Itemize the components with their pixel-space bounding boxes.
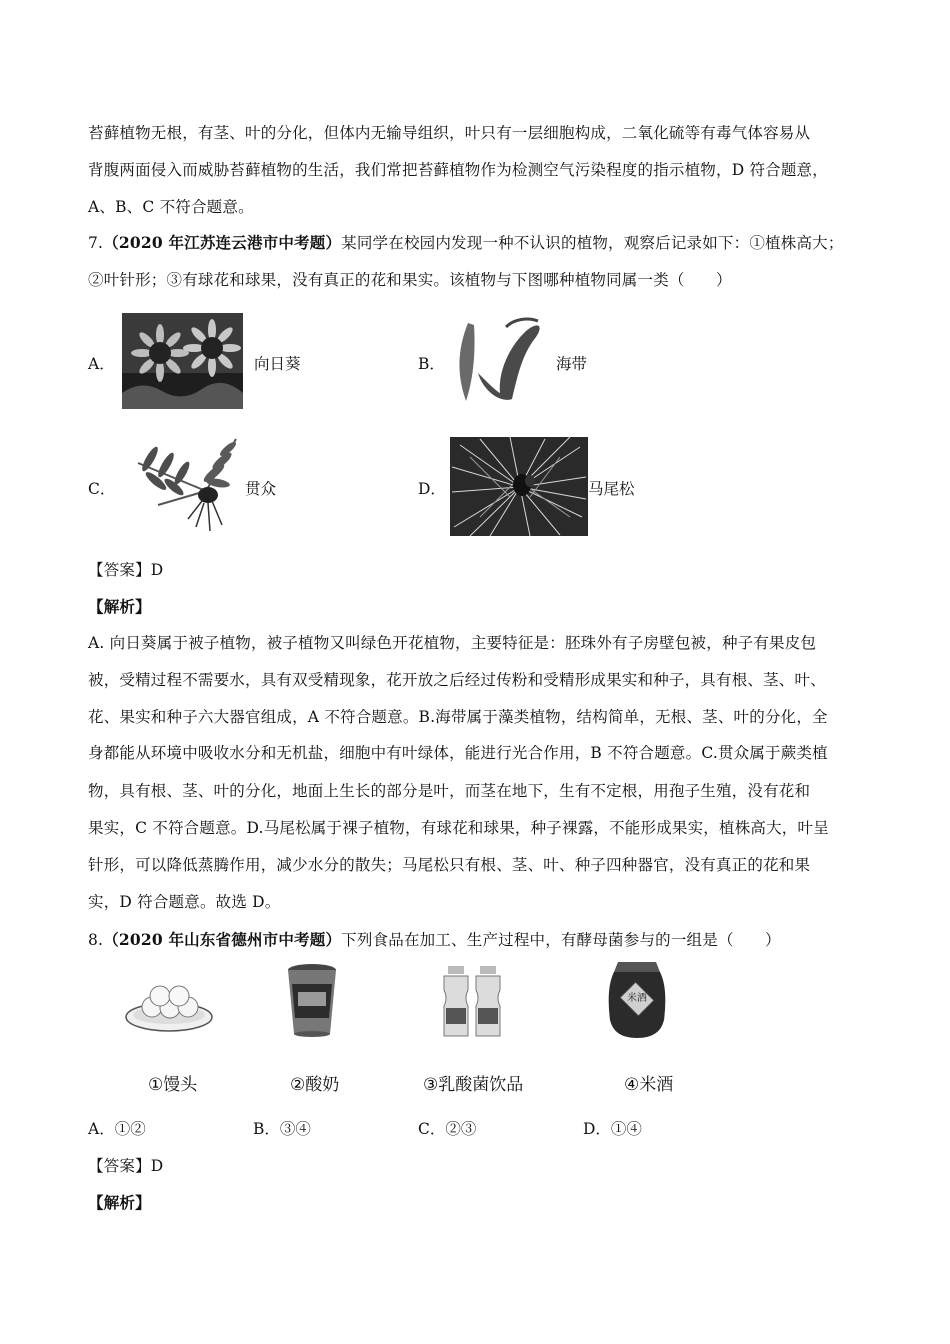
q7-answer: 【答案】D bbox=[88, 561, 164, 579]
q7-stem-line-2: ②叶针形；③有球花和球果，没有真正的花和果实。该植物与下图哪种植物同属一类（ ） bbox=[88, 271, 732, 289]
lactobacillus-drink-image bbox=[440, 964, 504, 1038]
yogurt-cup-image bbox=[282, 962, 342, 1038]
jar-label: 米酒 bbox=[627, 993, 647, 1004]
q8-number: 8. bbox=[88, 931, 104, 949]
q7-option-a-name: 向日葵 bbox=[254, 355, 301, 373]
sunflower-image bbox=[122, 313, 243, 409]
kelp-image bbox=[448, 313, 548, 409]
q7-analysis-line-4: 身都能从环境中吸收水分和无机盐，细胞中有叶绿体，能进行光合作用，B 不符合题意。C.贯众属于蕨类植 bbox=[88, 744, 828, 762]
steamed-bun-image bbox=[124, 975, 214, 1035]
masson-pine-image bbox=[450, 437, 588, 536]
food-caption-3: ③乳酸菌饮品 bbox=[423, 1075, 524, 1095]
q7-option-c-letter: C． bbox=[88, 480, 116, 498]
q8-choice-b: B．③④ bbox=[253, 1120, 311, 1138]
q7-analysis-line-1: A. 向日葵属于被子植物，被子植物又叫绿色开花植物，主要特征是：胚珠外有子房壁包被，种子有果皮包 bbox=[88, 634, 817, 652]
q7-option-c-name: 贯众 bbox=[245, 480, 277, 498]
q7-analysis-line-5: 物，具有根、茎、叶的分化，地面上生长的部分是叶，而茎在地下，生有不定根，用孢子生殖，没有花和 bbox=[88, 782, 811, 800]
food-caption-4: ④米酒 bbox=[624, 1075, 674, 1095]
fern-image bbox=[118, 433, 240, 533]
rice-wine-jar-image bbox=[604, 958, 670, 1040]
q8-stem-line bbox=[88, 930, 878, 950]
q8-choice-c: C．②③ bbox=[418, 1120, 477, 1138]
q8-choice-a: A．①② bbox=[88, 1120, 146, 1138]
q8-choice-d: D．①④ bbox=[583, 1120, 642, 1138]
q8-analysis-title: 【解析】 bbox=[88, 1193, 151, 1212]
q7-option-d-name: 马尾松 bbox=[588, 480, 635, 498]
q7-option-a-letter: A． bbox=[88, 355, 115, 373]
food-caption-2: ②酸奶 bbox=[290, 1075, 340, 1095]
intro-line-2: 背腹两面侵入而威胁苔藓植物的生活，我们常把苔藓植物作为检测空气污染程度的指示植物，D 符合题意， bbox=[88, 161, 828, 179]
q7-analysis-line-7: 针形，可以降低蒸腾作用，减少水分的散失；马尾松只有根、茎、叶、种子四种器官，没有真正的花和果 bbox=[88, 856, 811, 874]
q7-number: 7. bbox=[88, 234, 104, 252]
intro-line-3: A、B、C 不符合题意。 bbox=[88, 198, 254, 216]
q8-source: （2020 年山东省德州市中考题） bbox=[103, 930, 342, 949]
q7-source: （2020 年江苏连云港市中考题） bbox=[103, 233, 342, 252]
q7-stem-line-1 bbox=[88, 233, 878, 253]
q8-answer: 【答案】D bbox=[88, 1157, 164, 1175]
q7-analysis-line-3: 花、果实和种子六大器官组成，A 不符合题意。B.海带属于藻类植物，结构简单，无根、茎、叶的分化，全 bbox=[88, 708, 828, 726]
q7-analysis-title: 【解析】 bbox=[88, 597, 151, 616]
q8-stem-text: 下列食品在加工、生产过程中，有酵母菌参与的一组是（ ） bbox=[341, 931, 781, 949]
intro-line-1: 苔藓植物无根，有茎、叶的分化，但体内无输导组织，叶只有一层细胞构成，二氧化硫等有毒气体容易从 bbox=[88, 124, 811, 142]
q7-option-b-letter: B． bbox=[418, 355, 445, 373]
q7-stem-text-1: 某同学在校园内发现一种不认识的植物，观察后记录如下：①植株高大； bbox=[341, 234, 844, 252]
q7-analysis-line-8: 实，D 符合题意。故选 D。 bbox=[88, 893, 281, 911]
q7-option-d-letter: D． bbox=[418, 480, 446, 498]
q7-analysis-line-2: 被，受精过程不需要水，具有双受精现象，花开放之后经过传粉和受精形成果实和种子，具有根、茎、叶、 bbox=[88, 671, 826, 689]
q7-option-b-name: 海带 bbox=[556, 355, 588, 373]
q7-analysis-line-6: 果实，C 不符合题意。D.马尾松属于裸子植物，有球花和球果，种子裸露，不能形成果实，植株高大，叶呈 bbox=[88, 819, 829, 837]
food-caption-1: ①馒头 bbox=[148, 1075, 198, 1095]
